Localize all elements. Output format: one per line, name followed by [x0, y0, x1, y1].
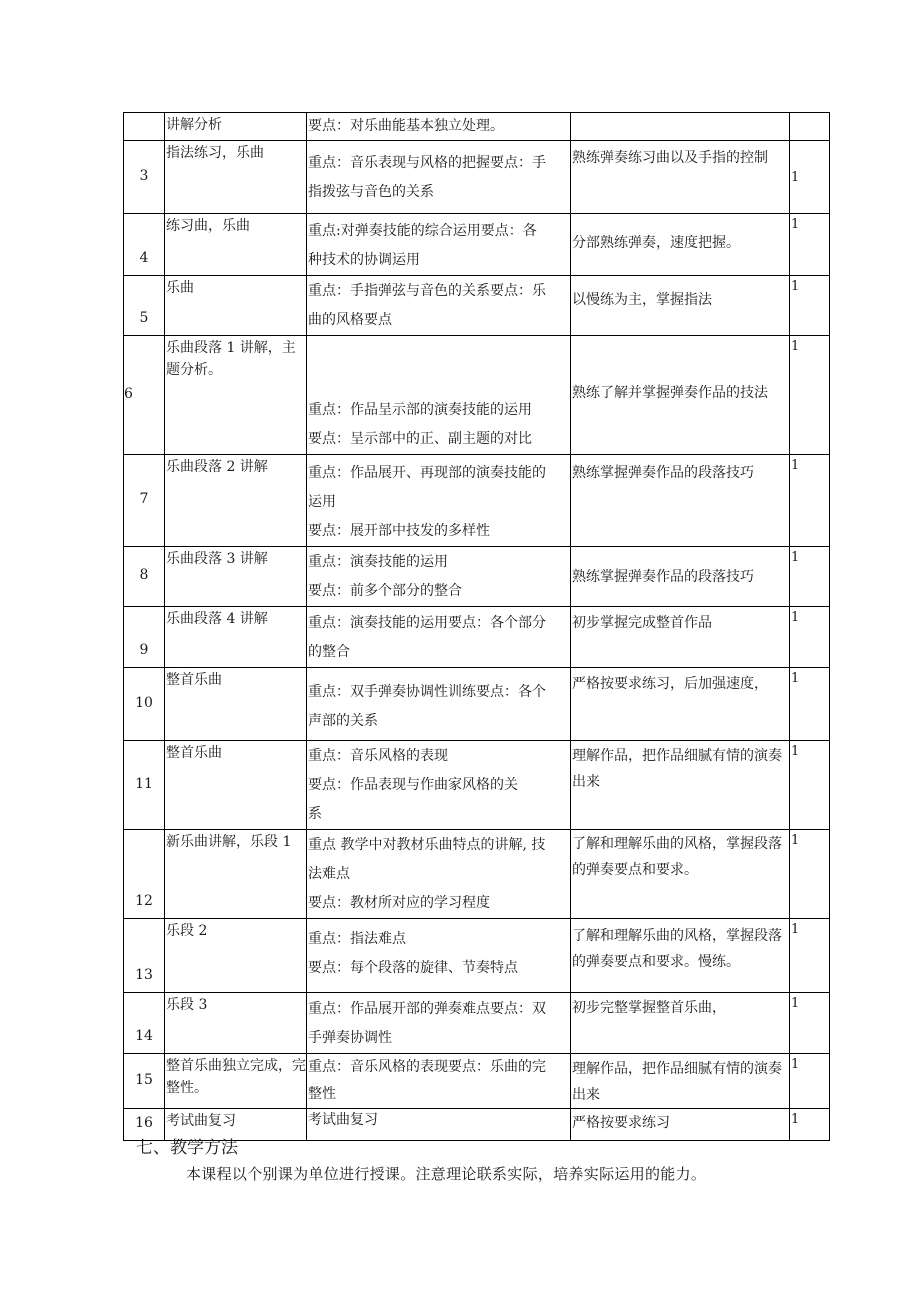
- content-line: 要点：展开部中技发的多样性: [308, 523, 490, 539]
- topic-cell: [165, 830, 307, 919]
- hours-cell: 1: [790, 336, 830, 455]
- content-cell: [307, 830, 571, 919]
- content-line: 要点：对乐曲能基本独立处理。: [308, 118, 504, 134]
- content-line: 考试曲复习: [308, 1112, 378, 1128]
- lesson-number: 13: [124, 919, 165, 993]
- content-line: 重点：作品呈示部的演奏技能的运用: [308, 402, 532, 418]
- table-row: [124, 547, 830, 607]
- content-line: 整性: [308, 1086, 336, 1102]
- lesson-number: 3: [124, 141, 165, 214]
- hours-cell: 1: [790, 741, 830, 830]
- table-row: [124, 1054, 830, 1109]
- lesson-number: 16: [124, 1109, 165, 1141]
- content-line: 重点：作品展开、再现部的演奏技能的: [308, 465, 546, 481]
- hours-cell: 1: [790, 993, 830, 1054]
- lesson-number: 12: [124, 830, 165, 919]
- lesson-topic: 乐曲段落 3 讲解: [166, 551, 268, 567]
- requirement-text: 分部熟练弹奏，速度把握。: [572, 235, 740, 251]
- content-cell: [307, 141, 571, 214]
- table-row: [124, 113, 830, 141]
- lesson-topic: 指法练习，乐曲: [166, 145, 264, 161]
- lesson-topic: 考试曲复习: [166, 1113, 236, 1129]
- requirement-cell: [571, 668, 790, 741]
- table-row: [124, 741, 830, 830]
- lesson-number: 6: [124, 336, 165, 455]
- table-row: [124, 455, 830, 547]
- lesson-number: 8: [124, 547, 165, 607]
- content-cell: [307, 993, 571, 1054]
- requirement-cell: [571, 276, 790, 336]
- requirement-cell: [571, 455, 790, 547]
- topic-cell: [165, 1054, 307, 1109]
- requirement-cell: [571, 141, 790, 214]
- topic-cell: [165, 455, 307, 547]
- table-row: [124, 919, 830, 993]
- table-row: [124, 141, 830, 214]
- lesson-number: 9: [124, 607, 165, 668]
- content-line: 运用: [308, 494, 336, 510]
- requirement-text: 熟练掌握弹奏作品的段落技巧: [572, 465, 754, 481]
- requirement-cell: [571, 336, 790, 455]
- content-cell: [307, 547, 571, 607]
- hours-cell: 1: [790, 214, 830, 276]
- requirement-text: 理解作品，把作品细腻有情的演奏出来: [572, 748, 782, 790]
- lesson-topic: 整首乐曲: [166, 672, 222, 688]
- table-row: [124, 993, 830, 1054]
- requirement-text: 了解和理解乐曲的风格，掌握段落的弹奏要点和要求。慢练。: [572, 928, 782, 970]
- topic-cell: [165, 547, 307, 607]
- requirement-text: 熟练弹奏练习曲以及手指的控制: [572, 150, 768, 166]
- table-row: [124, 336, 830, 455]
- topic-cell: [165, 141, 307, 214]
- content-line: 的整合: [308, 644, 350, 660]
- content-line: 要点：呈示部中的正、副主题的对比: [308, 431, 532, 447]
- content-cell: [307, 1054, 571, 1109]
- table-row: [124, 214, 830, 276]
- topic-cell: [165, 214, 307, 276]
- content-cell: [307, 607, 571, 668]
- lesson-topic: 乐曲段落 4 讲解: [166, 611, 268, 627]
- content-line: 重点：手指弹弦与音色的关系要点：乐: [308, 283, 546, 299]
- content-line: 重点 教学中对教材乐曲特点的讲解, 技: [308, 837, 546, 853]
- content-line: 重点：音乐表现与风格的把握要点：手: [308, 155, 546, 171]
- requirement-cell: [571, 1054, 790, 1109]
- requirement-text: 初步完整掌握整首乐曲，: [572, 1000, 726, 1016]
- table-row: [124, 607, 830, 668]
- requirement-cell: [571, 607, 790, 668]
- content-line: 手弹奏协调性: [308, 1030, 392, 1046]
- lesson-topic: 整首乐曲: [166, 745, 222, 761]
- lesson-topic: 练习曲，乐曲: [166, 218, 250, 234]
- lesson-topic: 乐曲段落 2 讲解: [166, 459, 268, 475]
- content-line: 重点：指法难点: [308, 931, 406, 947]
- requirement-text: 了解和理解乐曲的风格，掌握段落的弹奏要点和要求。: [572, 836, 782, 878]
- content-line: 曲的风格要点: [308, 312, 392, 328]
- content-cell: [307, 741, 571, 830]
- requirement-text: 熟练掌握弹奏作品的段落技巧: [572, 569, 754, 585]
- content-line: 重点：音乐风格的表现: [308, 748, 448, 764]
- section-heading: 七、教学方法: [136, 1138, 238, 1158]
- content-line: 要点：每个段落的旋律、节奏特点: [308, 960, 518, 976]
- requirement-text: 以慢练为主，掌握指法: [572, 292, 712, 308]
- lesson-number: 7: [124, 455, 165, 547]
- hours-cell: 1: [790, 276, 830, 336]
- requirement-cell: [571, 993, 790, 1054]
- requirement-text: 理解作品，把作品细腻有情的演奏出来: [572, 1061, 782, 1103]
- content-cell: [307, 336, 571, 455]
- course-schedule-table: [123, 112, 830, 1141]
- topic-cell: [165, 919, 307, 993]
- content-line: 指拨弦与音色的关系: [308, 184, 434, 200]
- content-line: 重点：双手弹奏协调性训练要点：各个: [308, 684, 546, 700]
- requirement-text: 熟练了解并掌握弹奏作品的技法: [572, 385, 768, 401]
- lesson-topic: 整首乐曲独立完成，完整性。: [166, 1058, 306, 1096]
- content-line: 声部的关系: [308, 713, 378, 729]
- content-cell: [307, 276, 571, 336]
- content-line: 重点：作品展开部的弹奏难点要点：双: [308, 1001, 546, 1017]
- lesson-number: [124, 113, 165, 141]
- content-line: 重点:对弹奏技能的综合运用要点：各: [308, 223, 537, 239]
- requirement-cell: [571, 1109, 790, 1141]
- lesson-number: 4: [124, 214, 165, 276]
- content-line: 种技术的协调运用: [308, 252, 420, 268]
- hours-cell: 1: [790, 547, 830, 607]
- table-body: [124, 113, 830, 1141]
- content-cell: [307, 919, 571, 993]
- requirement-text: 严格按要求练习，后加强速度，: [572, 676, 768, 692]
- topic-cell: [165, 668, 307, 741]
- lesson-topic: 讲解分析: [166, 117, 222, 133]
- topic-cell: [165, 336, 307, 455]
- content-line: 要点：前多个部分的整合: [308, 583, 462, 599]
- hours-cell: 1: [790, 607, 830, 668]
- hours-cell: 1: [790, 668, 830, 741]
- table-row: [124, 276, 830, 336]
- hours-cell: [790, 113, 830, 141]
- content-line: 重点：音乐风格的表现要点：乐曲的完: [308, 1059, 546, 1075]
- content-cell: [307, 214, 571, 276]
- table-row: [124, 668, 830, 741]
- requirement-cell: [571, 113, 790, 141]
- lesson-number: 5: [124, 276, 165, 336]
- content-line: 要点：作品表现与作曲家风格的关: [308, 777, 518, 793]
- content-line: 系: [308, 806, 322, 822]
- lesson-topic: 新乐曲讲解，乐段 1: [166, 834, 292, 850]
- content-line: 要点：教材所对应的学习程度: [308, 895, 490, 911]
- section-paragraph: 本课程以个别课为单位进行授课。注意理论联系实际，培养实际运用的能力。: [186, 1165, 707, 1183]
- content-line: 重点：演奏技能的运用要点：各个部分: [308, 615, 546, 631]
- lesson-number: 15: [124, 1054, 165, 1109]
- hours-cell: 1: [790, 919, 830, 993]
- topic-cell: [165, 607, 307, 668]
- requirement-cell: [571, 547, 790, 607]
- hours-cell: 1: [790, 141, 830, 214]
- hours-cell: 1: [790, 1054, 830, 1109]
- requirement-text: 严格按要求练习: [572, 1115, 670, 1131]
- topic-cell: [165, 113, 307, 141]
- content-line: 重点：演奏技能的运用: [308, 554, 448, 570]
- requirement-text: 初步掌握完成整首作品: [572, 615, 712, 631]
- content-cell: [307, 113, 571, 141]
- hours-cell: 1: [790, 455, 830, 547]
- content-cell: [307, 668, 571, 741]
- lesson-number: 10: [124, 668, 165, 741]
- content-cell: [307, 455, 571, 547]
- lesson-topic: 乐曲: [166, 280, 194, 296]
- requirement-cell: [571, 830, 790, 919]
- table-row: [124, 830, 830, 919]
- lesson-topic: 乐曲段落 1 讲解，主题分析。: [166, 340, 296, 378]
- topic-cell: [165, 741, 307, 830]
- lesson-topic: 乐段 2: [166, 923, 208, 939]
- lesson-number: 11: [124, 741, 165, 830]
- lesson-number: 14: [124, 993, 165, 1054]
- requirement-cell: [571, 919, 790, 993]
- content-cell: [307, 1109, 571, 1141]
- topic-cell: [165, 276, 307, 336]
- requirement-cell: [571, 214, 790, 276]
- hours-cell: 1: [790, 1109, 830, 1141]
- requirement-cell: [571, 741, 790, 830]
- content-line: 法难点: [308, 866, 350, 882]
- lesson-topic: 乐段 3: [166, 997, 208, 1013]
- topic-cell: [165, 993, 307, 1054]
- hours-cell: 1: [790, 830, 830, 919]
